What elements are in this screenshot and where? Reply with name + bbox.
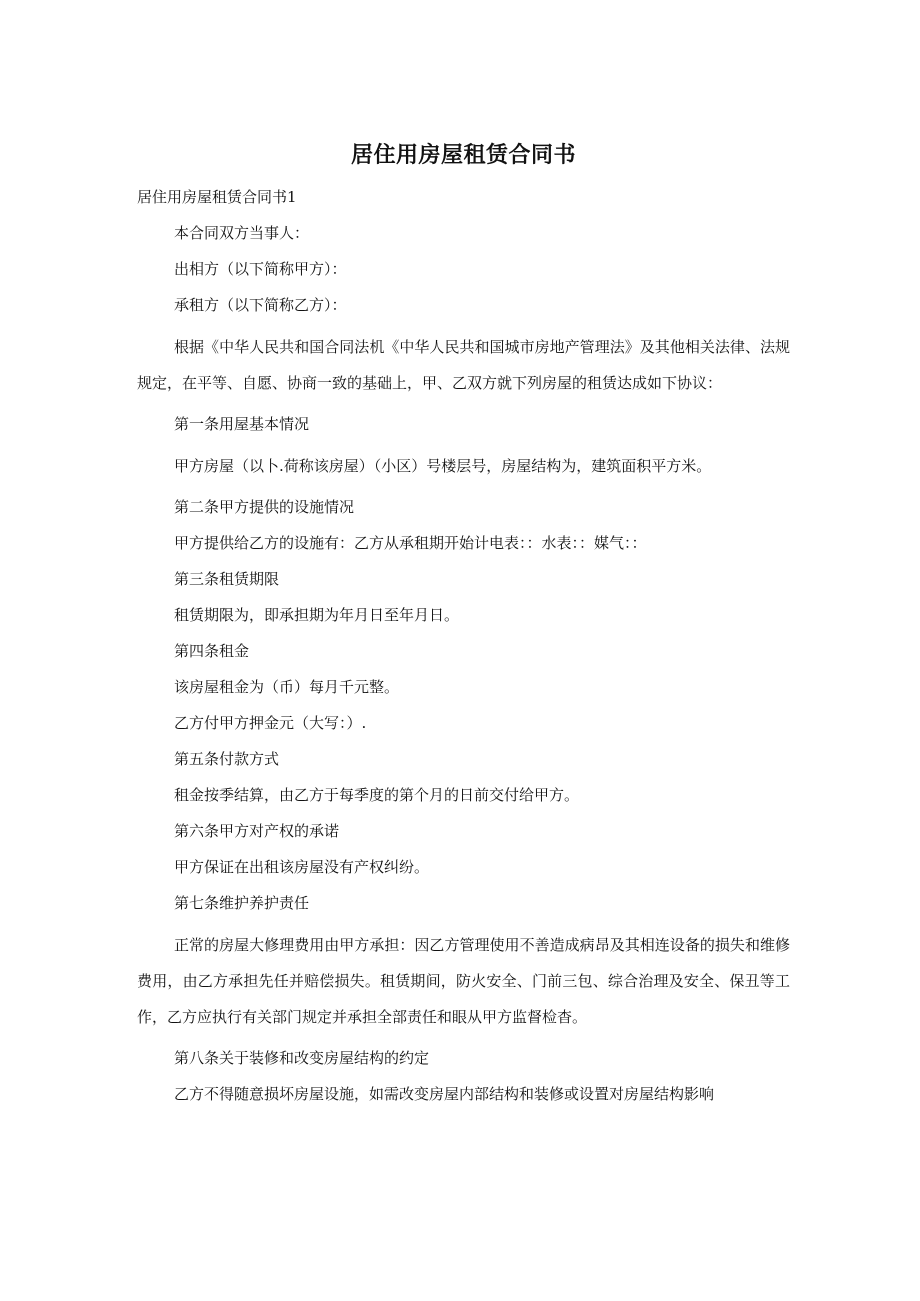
clause-4-rent: 该房屋租金为（币）每月千元整。	[174, 678, 400, 696]
clause-8-heading: 第八条关于装修和改变房屋结构的约定	[174, 1049, 430, 1067]
clause-1-heading: 第一条用屋基本情况	[174, 415, 310, 433]
clause-5-body: 租金按季结算，由乙方于每季度的第个月的日前交付给甲方。	[174, 786, 580, 804]
clause-4-deposit: 乙方付甲方押金元（大写：）.	[174, 714, 367, 732]
paragraph-legal-basis: 根据《中华人民共和国合同法机《中华人民共和国城市房地产管理法》及其他相关法律、法规规定，在平等、自愿、协商一致的基础上，甲、乙双方就下列房屋的租赁达成如下协议：	[137, 338, 790, 392]
clause-8-body: 乙方不得随意损坏房屋设施，如需改变房屋内部结构和装修或设置对房屋结构影响	[174, 1085, 715, 1103]
clause-7-body: 正常的房屋大修理费用由甲方承担：因乙方管理使用不善造成病昂及其相连设备的损失和维修费用，由乙方承担先任并赔偿损失。租赁期间，防火安全、门前三包、综合治理及安全、保丑等工作，乙方应执行有关部门规定并承担全部责任和眼从甲方监督检杳。	[137, 936, 790, 1026]
document-subtitle: 居住用房屋租赁合同书1	[137, 188, 297, 206]
clause-5-heading: 第五条付款方式	[174, 750, 280, 768]
clause-2-heading: 第二条甲方提供的设施情况	[174, 498, 355, 516]
clause-3-body: 租赁期限为，即承担期为年月日至年月日。	[174, 606, 460, 624]
paragraph-parties: 本合同双方当事人：	[174, 224, 310, 242]
clause-7-heading: 第七条维护养护责任	[174, 894, 310, 912]
clause-1-body: 甲方房屋（以卜.荷称该房屋）（小区）号楼层号，房屋结构为，建筑面积平方米。	[174, 457, 712, 475]
clause-3-heading: 第三条租赁期限	[174, 570, 280, 588]
clause-6-body: 甲方保证在出租该房屋没有产权纠纷。	[174, 858, 430, 876]
clause-2-body: 甲方提供给乙方的设施有：乙方从承租期开始计电表：：水表：：媒气：：	[174, 534, 647, 552]
clause-4-heading: 第四条租金	[174, 642, 250, 660]
document-title: 居住用房屋租赁合同书	[350, 143, 576, 168]
paragraph-lessor: 出相方（以下简称甲方）：	[174, 260, 347, 278]
paragraph-lessee: 承租方（以下简称乙方）：	[174, 296, 347, 314]
clause-6-heading: 第六条甲方对产权的承诺	[174, 822, 340, 840]
